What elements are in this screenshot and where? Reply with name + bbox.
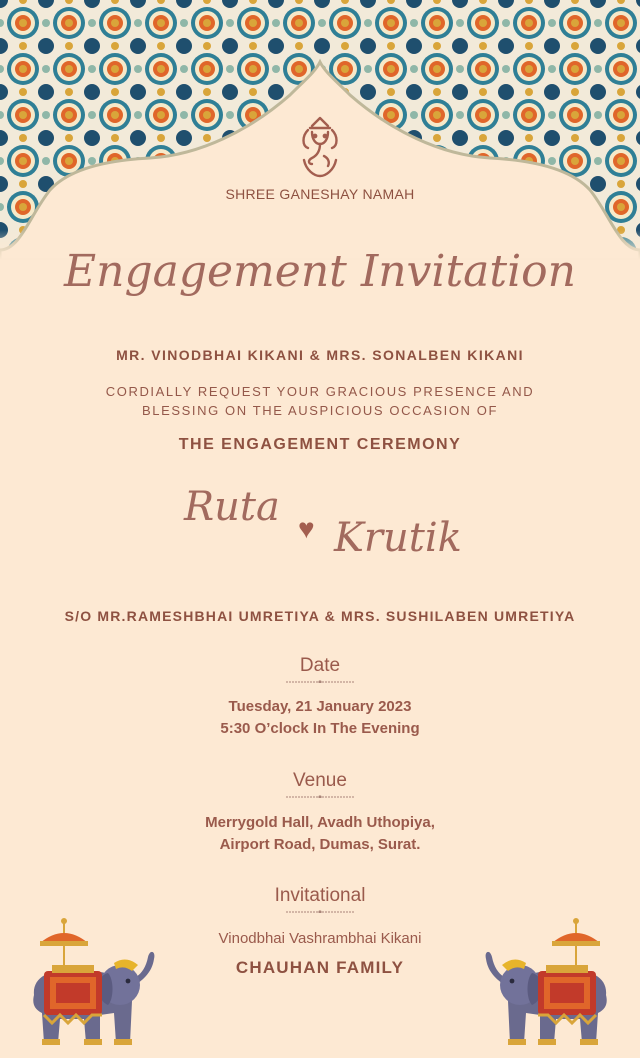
groom-name: Krutik <box>334 515 462 561</box>
invitational-divider <box>286 910 354 913</box>
date-heading: Date <box>299 655 341 676</box>
date-divider <box>286 680 354 683</box>
hosts-names: MR. VINODBHAI KIKANI & MRS. SONALBEN KIKANI <box>116 347 524 363</box>
time-line: 5:30 O’clock In The Evening <box>220 720 420 737</box>
venue-line: Merrygold Hall, Avadh Uthopiya, <box>205 814 435 831</box>
ganesh-emblem <box>0 116 640 185</box>
invitational-heading: Invitational <box>274 885 366 906</box>
request-line: BLESSING ON THE AUSPICIOUS OCCASION OF <box>141 403 498 418</box>
invitational-name: Vinodbhai Vashrambhai Kikani <box>218 930 422 947</box>
heart-icon: ♥ <box>298 513 315 544</box>
family-name: CHAUHAN FAMILY <box>235 958 405 977</box>
venue-divider <box>286 795 354 798</box>
venue-details <box>0 812 640 856</box>
venue-heading: Venue <box>293 770 347 791</box>
blessing-text: SHREE GANESHAY NAMAH <box>225 186 415 202</box>
date-line: Tuesday, 21 January 2023 <box>228 698 412 715</box>
ceremony-name: THE ENGAGEMENT CEREMONY <box>178 436 462 453</box>
venue-line: Airport Road, Dumas, Surat. <box>219 836 421 853</box>
date-details <box>0 696 640 740</box>
bride-name: Ruta <box>184 484 280 530</box>
request-text <box>0 382 640 420</box>
ganesh-icon <box>296 116 344 180</box>
invitation-title: Engagement Invitation <box>64 246 576 297</box>
request-line: CORDIALLY REQUEST YOUR GRACIOUS PRESENCE AND <box>105 384 535 399</box>
elephant-icon <box>14 915 164 1055</box>
elephant-icon <box>476 915 626 1055</box>
groom-parents: S/O MR.RAMESHBHAI UMRETIYA & MRS. SUSHILABEN UMRETIYA <box>64 608 576 624</box>
